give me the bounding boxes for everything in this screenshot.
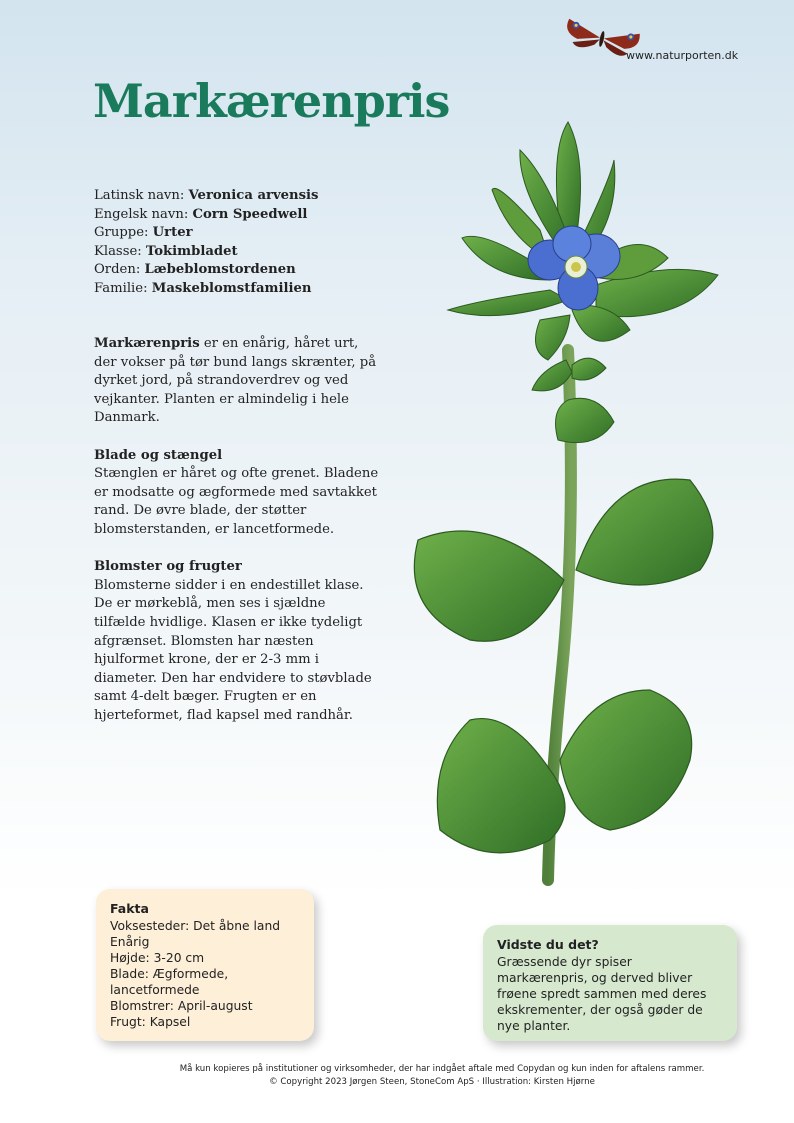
vidste-box (483, 925, 737, 1041)
page-title: Markærenpris (93, 74, 450, 128)
fakta-line: Voksesteder: Det åbne land (110, 919, 281, 933)
fakta-box (96, 889, 314, 1041)
meta-row-group: Gruppe: Urter (94, 225, 193, 240)
plant-illustration (400, 110, 740, 890)
intro-paragraph: Markærenpris er en enårig, håret urt, der vokser på tør bund langs skrænter, på dyrket jord, på strandoverdrev og ved vejkanter. Planten er almindelig i hele Danmark. (94, 336, 377, 426)
fakta-line: Blomstrer: April-august (110, 999, 253, 1013)
section-text-leaves: Stænglen er håret og ofte grenet. Bladene er modsatte og ægformede med savtakket rand. De øvre blade, der støtter blomsterstanden, er lancetformede. (94, 466, 379, 537)
vidste-text: Græssende dyr spiser markærenpris, og derved bliver frøene spredt sammen med deres ekskrementer, der også gøder de nye planter. (497, 955, 707, 1033)
fakta-line: Højde: 3-20 cm (110, 951, 205, 965)
classification-list (94, 187, 318, 298)
section-heading-leaves: Blade og stængel (94, 447, 223, 463)
footer-license: Må kun kopieres på institutioner og virksomheder, der har indgået aftale med Copydan og kun inden for aftalens rammer. (179, 1064, 705, 1074)
section-heading-flowers: Blomster og frugter (94, 559, 242, 575)
vidste-title: Vidste du det? (497, 937, 599, 952)
meta-row-latin: Latinsk navn: Veronica arvensis (94, 188, 319, 203)
website-url[interactable]: www.naturporten.dk (626, 49, 739, 62)
description (94, 335, 379, 744)
fakta-line: Blade: Ægformede, lancetformede (110, 967, 229, 997)
fakta-line: Frugt: Kapsel (110, 1015, 191, 1029)
footer-copyright: © Copyright 2023 Jørgen Steen, StoneCom ApS · Illustration: Kirsten Hjørne (269, 1077, 595, 1087)
meta-row-english: Engelsk navn: Corn Speedwell (94, 206, 308, 222)
leaf-pair-bottom (437, 690, 691, 853)
footer (0, 1063, 794, 1089)
meta-row-family: Familie: Maskeblomstfamilien (94, 280, 312, 296)
section-text-flowers: Blomsterne sidder i en endestillet klase. De er mørkeblå, men ses i sjældne tilfælde hvidlige. Klasen er ikke tydeligt afgrænset. Blomsten har næsten hjulformet krone, der er 2-3 mm i diameter. Den har endvidere to støvblade samt 4-delt bæger. Frugten er en hjerteformet, flad kapsel med randhår. (94, 577, 372, 723)
meta-row-class: Klasse: Tokimbladet (94, 243, 238, 259)
fakta-line: Enårig (110, 935, 150, 949)
fakta-title: Fakta (110, 901, 149, 916)
meta-row-order: Orden: Læbeblomstordenen (94, 262, 296, 277)
